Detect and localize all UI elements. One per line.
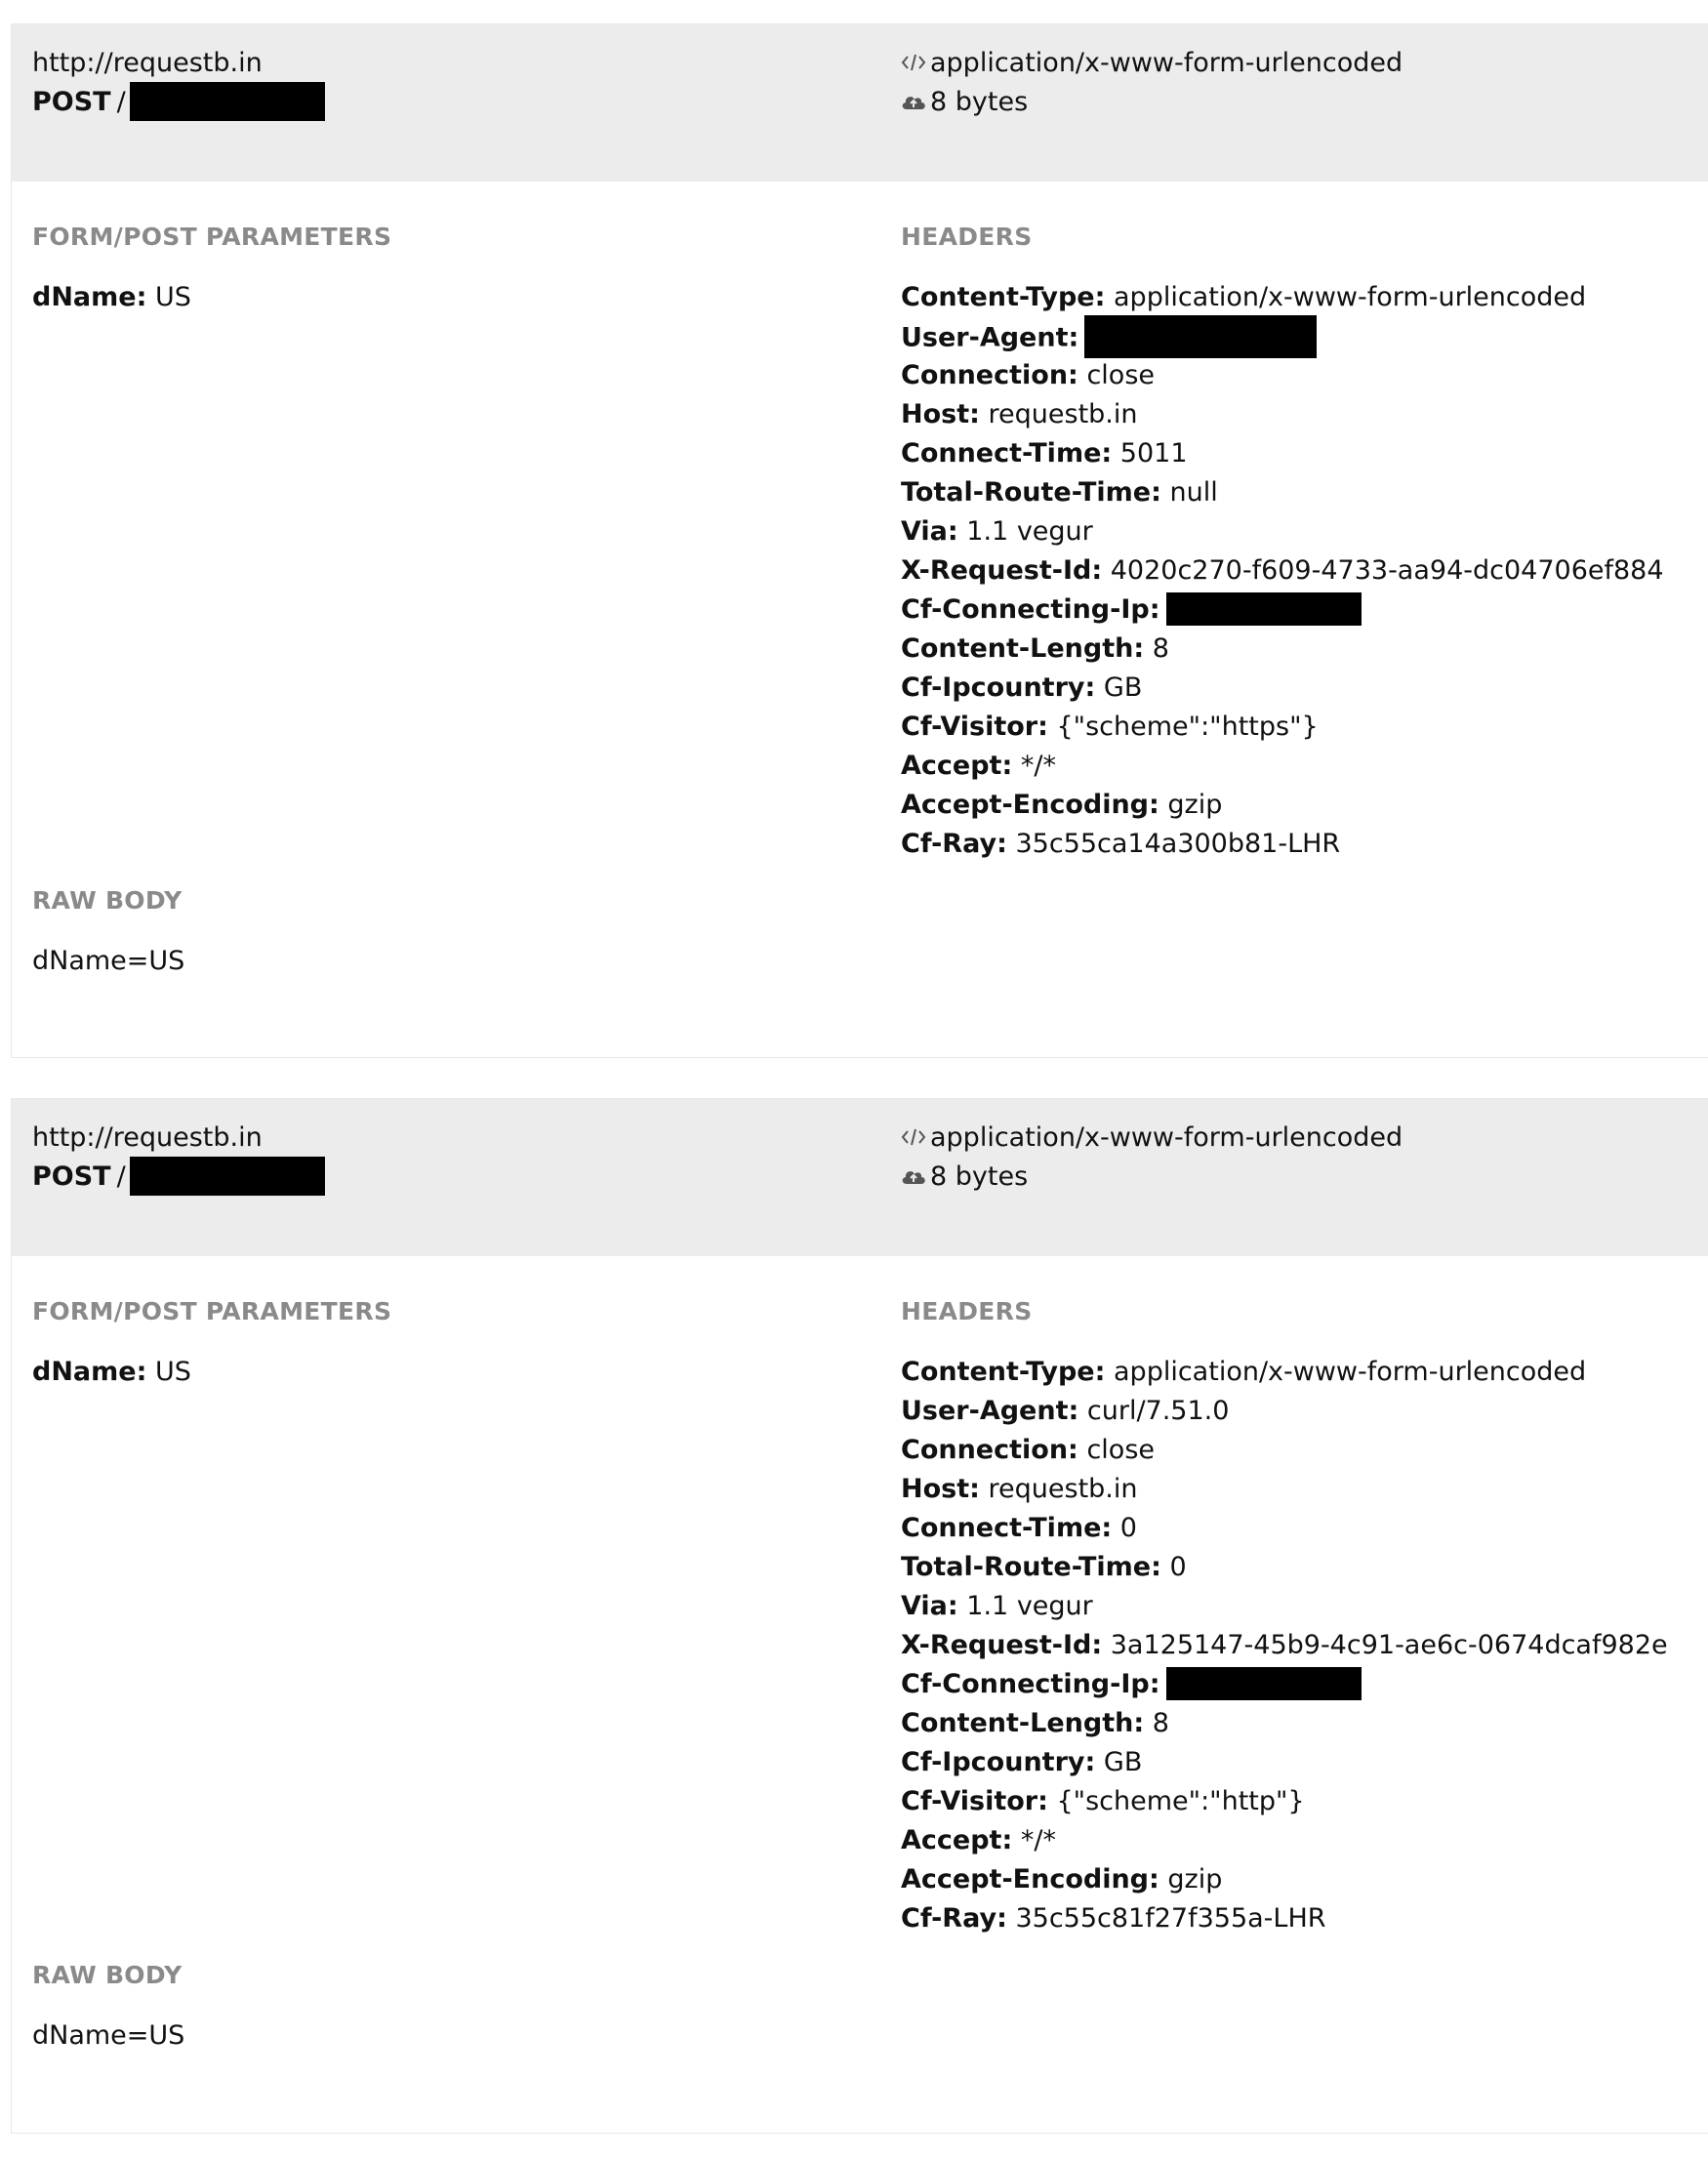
raw-body: dName=US — [32, 946, 185, 976]
header-row — [901, 356, 1664, 395]
header-row — [901, 1470, 1668, 1509]
header-key: Accept-Encoding: — [901, 1864, 1159, 1894]
header-key: Content-Type: — [901, 282, 1106, 312]
headers-title: HEADERS — [901, 1297, 1033, 1325]
header-key: Cf-Visitor: — [901, 712, 1048, 742]
request-line — [32, 1158, 325, 1198]
header-value: requestb.in — [988, 1474, 1138, 1504]
header-value: 4020c270-f609-4733-aa94-dc04706ef884 — [1110, 555, 1664, 586]
header-row — [901, 512, 1664, 551]
header-value: 1.1 vegur — [966, 516, 1093, 547]
headers-list — [901, 1353, 1668, 1938]
header-key: Accept-Encoding: — [901, 790, 1159, 820]
header-key: Total-Route-Time: — [901, 1552, 1161, 1582]
header-row — [901, 786, 1664, 825]
header-value: application/x-www-form-urlencoded — [1114, 1357, 1587, 1387]
header-key: Connect-Time: — [901, 438, 1113, 468]
header-row — [901, 434, 1664, 473]
cloud-upload-icon — [901, 92, 930, 111]
header-key: Cf-Connecting-Ip: — [901, 1669, 1160, 1699]
size-line — [901, 1158, 1028, 1197]
header-value: */* — [1020, 751, 1056, 781]
raw-body: dName=US — [32, 2020, 185, 2051]
size-line — [901, 83, 1028, 122]
headers-list — [901, 278, 1664, 864]
header-value: {"scheme":"https"} — [1056, 712, 1319, 742]
header-value: GB — [1103, 1747, 1143, 1777]
content-type: application/x-www-form-urlencoded — [930, 1122, 1403, 1153]
header-value: */* — [1020, 1825, 1056, 1855]
request-card — [11, 1098, 1708, 2134]
request-path-prefix: / — [116, 1161, 126, 1192]
redacted-user-agent — [1084, 315, 1317, 358]
header-value: 8 — [1152, 1708, 1169, 1738]
header-row — [901, 747, 1664, 786]
code-icon — [901, 54, 930, 71]
header-row — [901, 825, 1664, 864]
header-row — [901, 1899, 1668, 1938]
header-key: Connection: — [901, 360, 1078, 390]
header-key: Cf-Connecting-Ip: — [901, 594, 1160, 625]
header-key: Host: — [901, 399, 980, 429]
header-row — [901, 1431, 1668, 1470]
form-parameters-title: FORM/POST PARAMETERS — [32, 223, 392, 251]
header-key: Content-Length: — [901, 1708, 1145, 1738]
redacted-path — [130, 1157, 325, 1196]
request-path-prefix: / — [116, 87, 126, 117]
header-row — [901, 1626, 1668, 1665]
header-value: 0 — [1169, 1552, 1187, 1582]
header-value: close — [1086, 360, 1155, 390]
header-key: Via: — [901, 516, 958, 547]
header-row — [901, 630, 1664, 669]
header-key: Accept: — [901, 751, 1013, 781]
param-key: dName: — [32, 282, 147, 312]
redacted-ip — [1166, 592, 1362, 626]
param-value: US — [154, 1357, 191, 1387]
header-value: gzip — [1167, 790, 1223, 820]
header-value: 8 — [1152, 633, 1169, 664]
request-header — [12, 1099, 1708, 1256]
header-key: User-Agent: — [901, 1396, 1079, 1426]
header-key: Connection: — [901, 1435, 1078, 1465]
header-row — [901, 708, 1664, 747]
header-value: GB — [1103, 672, 1143, 703]
request-method: POST — [32, 87, 111, 117]
header-key: Accept: — [901, 1825, 1013, 1855]
header-row — [901, 669, 1664, 708]
header-row — [901, 473, 1664, 512]
header-row — [901, 395, 1664, 434]
request-header — [12, 24, 1708, 182]
raw-body-title: RAW BODY — [32, 886, 183, 915]
request-host: http://requestb.in — [32, 1122, 263, 1153]
header-key: X-Request-Id: — [901, 1630, 1103, 1660]
header-value: close — [1086, 1435, 1155, 1465]
header-row — [901, 1782, 1668, 1821]
code-icon — [901, 1128, 930, 1146]
header-key: User-Agent: — [901, 322, 1079, 353]
raw-body-title: RAW BODY — [32, 1961, 183, 1989]
header-value: null — [1169, 477, 1218, 508]
header-key: Cf-Ray: — [901, 829, 1007, 859]
header-row — [901, 1743, 1668, 1782]
request-host: http://requestb.in — [32, 48, 263, 78]
headers-title: HEADERS — [901, 223, 1033, 251]
request-line — [32, 83, 325, 123]
request-card — [11, 23, 1708, 1058]
header-key: Connect-Time: — [901, 1513, 1113, 1543]
content-type-line — [901, 1119, 1403, 1158]
header-row — [901, 278, 1664, 317]
form-parameter — [32, 1353, 191, 1392]
header-value: 0 — [1119, 1513, 1137, 1543]
header-key: Content-Type: — [901, 1357, 1106, 1387]
header-row — [901, 317, 1664, 356]
header-value: 35c55c81f27f355a-LHR — [1015, 1903, 1326, 1934]
header-row — [901, 1704, 1668, 1743]
header-key: Cf-Visitor: — [901, 1786, 1048, 1816]
redacted-path — [130, 82, 325, 121]
header-row — [901, 551, 1664, 591]
header-row — [901, 1665, 1668, 1704]
header-row — [901, 1353, 1668, 1392]
request-method: POST — [32, 1161, 111, 1192]
header-key: Cf-Ipcountry: — [901, 1747, 1096, 1777]
header-row — [901, 1509, 1668, 1548]
content-type-line — [901, 44, 1403, 83]
header-value: {"scheme":"http"} — [1056, 1786, 1305, 1816]
form-parameter — [32, 278, 191, 317]
header-key: Via: — [901, 1591, 958, 1621]
header-value: requestb.in — [988, 399, 1138, 429]
cloud-upload-icon — [901, 1166, 930, 1186]
redacted-ip — [1166, 1667, 1362, 1700]
header-key: Cf-Ray: — [901, 1903, 1007, 1934]
header-value: gzip — [1167, 1864, 1223, 1894]
header-row — [901, 1821, 1668, 1860]
header-row — [901, 591, 1664, 630]
header-key: X-Request-Id: — [901, 555, 1103, 586]
request-size: 8 bytes — [930, 87, 1029, 117]
param-value: US — [154, 282, 191, 312]
header-row — [901, 1860, 1668, 1899]
header-value: 1.1 vegur — [966, 1591, 1093, 1621]
header-value: 35c55ca14a300b81-LHR — [1015, 829, 1341, 859]
header-key: Total-Route-Time: — [901, 477, 1161, 508]
header-key: Cf-Ipcountry: — [901, 672, 1096, 703]
form-parameters-title: FORM/POST PARAMETERS — [32, 1297, 392, 1325]
header-row — [901, 1392, 1668, 1431]
request-size: 8 bytes — [930, 1161, 1029, 1192]
header-value: application/x-www-form-urlencoded — [1114, 282, 1587, 312]
header-row — [901, 1548, 1668, 1587]
header-value: 5011 — [1119, 438, 1188, 468]
header-value: 3a125147-45b9-4c91-ae6c-0674dcaf982e — [1110, 1630, 1668, 1660]
content-type: application/x-www-form-urlencoded — [930, 48, 1403, 78]
param-key: dName: — [32, 1357, 147, 1387]
header-row — [901, 1587, 1668, 1626]
header-key: Host: — [901, 1474, 980, 1504]
header-key: Content-Length: — [901, 633, 1145, 664]
header-value: curl/7.51.0 — [1086, 1396, 1230, 1426]
